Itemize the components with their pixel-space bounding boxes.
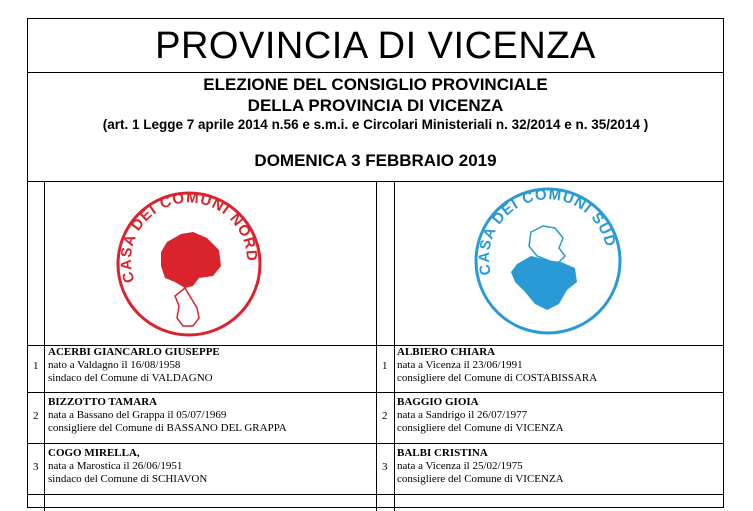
candidate-name: BIZZOTTO TAMARA: [48, 396, 158, 408]
candidate-role: consigliere del Comune di VICENZA: [397, 422, 564, 434]
column-line: [44, 181, 45, 511]
candidate-number: 1: [382, 360, 388, 372]
candidate-birth: nata a Bassano del Grappa il 05/07/1969: [48, 409, 227, 421]
candidate-birth: nato a Valdagno il 16/08/1958: [48, 359, 181, 371]
divider: [28, 72, 723, 73]
candidate-role: consigliere del Comune di COSTABISSARA: [397, 372, 598, 384]
election-subtitle: DELLA PROVINCIA DI VICENZA: [247, 96, 504, 115]
candidate-birth: nata a Vicenza il 25/02/1975: [397, 460, 523, 472]
candidate-entry: [48, 447, 207, 486]
column-line: [376, 181, 377, 511]
candidate-name: COGO MIRELLA,: [48, 447, 140, 459]
logo-text: CASA DEI COMUNI SUD: [475, 186, 619, 277]
candidate-role: sindaco del Comune di SCHIAVON: [48, 473, 208, 485]
candidate-number: 3: [382, 461, 388, 473]
divider: [28, 392, 723, 393]
divider: [28, 494, 723, 495]
column-line: [394, 181, 395, 511]
candidate-birth: nata a Marostica il 26/06/1951: [48, 460, 183, 472]
legal-reference: (art. 1 Legge 7 aprile 2014 n.56 e s.m.i. e Circolari Ministeriali n. 32/2014 e n. 35/2014 ): [102, 117, 649, 132]
candidate-number: 2: [33, 410, 39, 422]
election-title: ELEZIONE DEL CONSIGLIO PROVINCIALE: [203, 75, 548, 94]
candidate-name: BAGGIO GIOIA: [397, 396, 479, 408]
candidate-name: BALBI CRISTINA: [397, 447, 488, 459]
candidate-name: ACERBI GIANCARLO GIUSEPPE: [48, 346, 220, 358]
candidate-birth: nata a Vicenza il 23/06/1991: [397, 359, 523, 371]
divider: [28, 443, 723, 444]
candidate-role: sindaco del Comune di VALDAGNO: [48, 372, 213, 384]
candidate-entry: [397, 447, 564, 486]
candidate-role: consigliere del Comune di VICENZA: [397, 473, 564, 485]
candidate-birth: nata a Sandrigo il 26/07/1977: [397, 409, 528, 421]
candidate-entry: [397, 346, 597, 385]
candidate-entry: [48, 346, 220, 385]
logo-casa-dei-comuni-nord: [115, 190, 263, 338]
candidate-entry: [48, 396, 287, 435]
candidate-number: 3: [33, 461, 39, 473]
candidate-role: consigliere del Comune di BASSANO DEL GRAPPA: [48, 422, 287, 434]
logo-casa-dei-comuni-sud: [473, 186, 623, 336]
candidate-number: 1: [33, 360, 39, 372]
candidate-name: ALBIERO CHIARA: [397, 346, 496, 358]
election-date: DOMENICA 3 FEBBRAIO 2019: [254, 151, 497, 170]
candidate-entry: [397, 396, 564, 435]
candidate-number: 2: [382, 410, 388, 422]
page-title: PROVINCIA DI VICENZA: [155, 25, 596, 67]
logo-text: CASA DEI COMUNI NORD: [117, 190, 261, 285]
